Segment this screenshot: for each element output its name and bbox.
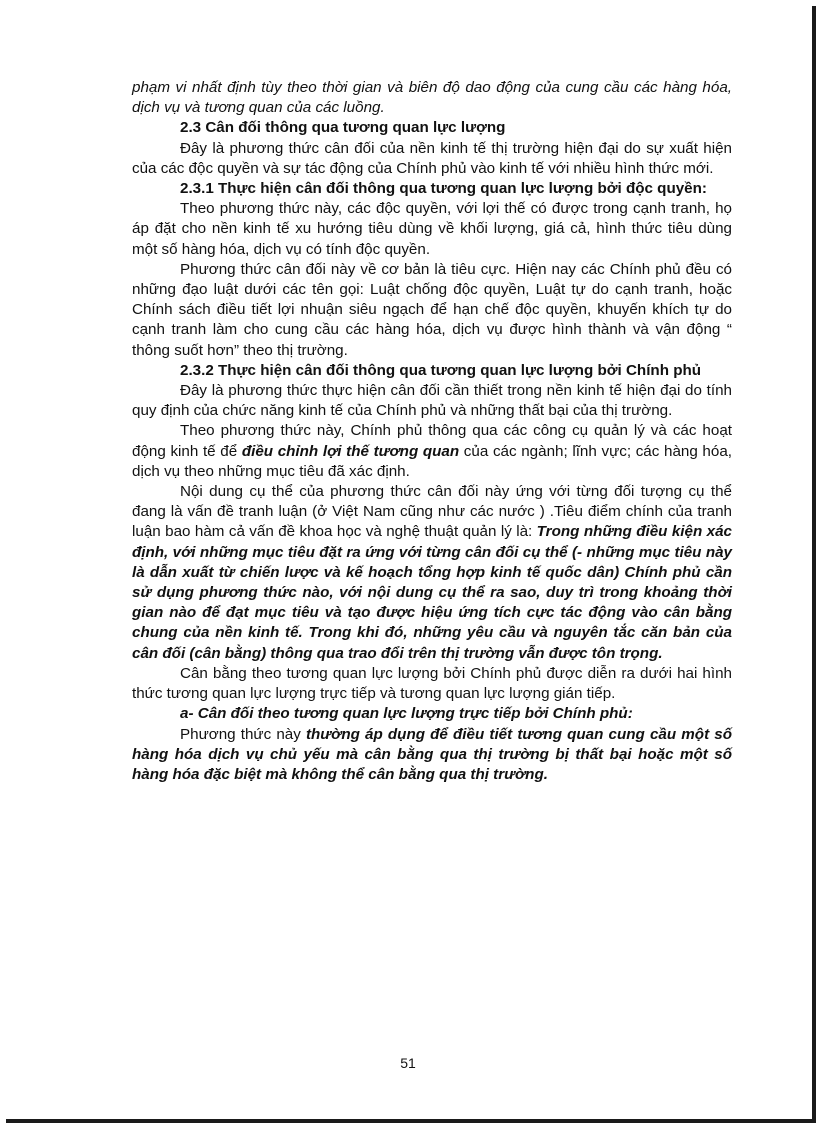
- page-shadow-bottom: [6, 1119, 816, 1123]
- text-run: của các ngành; lĩnh vực; các hàng hóa, dịch vụ theo những mục tiêu đã xác định.: [132, 442, 732, 480]
- paragraph: Đây là phương thức cân đối của nền kinh tế thị trường hiện đại do sự xuất hiện của các độc quyền và sự tác động của Chính phủ vào kinh tế với nhiều hình thức mới.: [132, 139, 732, 177]
- page-number: 51: [400, 1055, 416, 1071]
- paragraph: Theo phương thức này, các độc quyền, với lợi thế có được trong cạnh tranh, họ áp đặt cho nền kinh tế xu hướng tiêu dùng về khối lượng, giá cả, hình thức tiêu dùng một số hàng hóa, dịch vụ có tính độc quyền.: [132, 200, 732, 258]
- document-body: [132, 78, 732, 785]
- text-run: Theo phương thức này, Chính phủ thông qua các công cụ quản lý và các hoạt động kinh tế để: [132, 422, 732, 460]
- text-run: Phương thức này: [180, 725, 306, 743]
- emphasis-text: Trong những điều kiện xác định, với những mục tiêu đặt ra ứng với từng cân đối cụ thể (- những mục tiêu này là dẫn xuất từ chiến lược và kế hoạch tổng hợp kinh tế quốc dân) Chính phủ cần sử dụng phương thức nào, với nội dung cụ thể ra sao, duy trì trong khoảng thời gian nào để đạt mục tiêu và tạo được hiệu ứng tích cực tác động vào cân bằng chung của nền kinh tế. Trong khi đó, những yêu cầu và nguyên tắc căn bản của cân đối (cân bằng) thông qua trao đổi trên thị trường vẫn được tôn trọng.: [132, 523, 732, 662]
- heading-a: a- Cân đối theo tương quan lực lượng trực tiếp bởi Chính phủ:: [180, 705, 633, 723]
- paragraph: [132, 421, 732, 482]
- paragraph: [132, 725, 732, 786]
- text-run: Nội dung cụ thể của phương thức cân đối này ứng với từng đối tượng cụ thể đang là vấn đề tranh luận (ở Việt Nam cũng như các nước ) .Tiêu điểm chính của tranh luận bao hàm cả vấn đề khoa học và nghệ thuật quản lý là:: [132, 483, 732, 541]
- emphasis-text: điều chỉnh lợi thế tương quan: [241, 442, 460, 460]
- heading-2-3-2: 2.3.2 Thực hiện cân đối thông qua tương quan lực lượng bởi Chính phủ: [180, 361, 702, 379]
- paragraph: Phương thức cân đối này về cơ bản là tiêu cực. Hiện nay các Chính phủ đều có những đạo luật dưới các tên gọi: Luật chống độc quyền, Luật tự do cạnh tranh, hoặc Chính sách điều tiết lợi nhuận siêu ngạch để hạn chế độc quyền, khuyến khích tự do cạnh tranh làm cho cung cầu các hàng hóa, dịch vụ được hình thành và vận động “ thông suốt hơn” theo thị trường.: [132, 260, 732, 359]
- paragraph: Cân bằng theo tương quan lực lượng bởi Chính phủ được diễn ra dưới hai hình thức tương quan lực lượng trực tiếp và tương quan lực lượng gián tiếp.: [132, 664, 732, 703]
- heading-2-3-1: 2.3.1 Thực hiện cân đối thông qua tương quan lực lượng bởi độc quyền:: [180, 180, 707, 198]
- heading-2-3: 2.3 Cân đối thông qua tương quan lực lượng: [180, 119, 506, 137]
- paragraph: [132, 482, 732, 664]
- paragraph: Đây là phương thức thực hiện cân đối cần thiết trong nền kinh tế hiện đại do tính quy định của chức năng kinh tế của Chính phủ và những thất bại của thị trường.: [132, 382, 732, 420]
- emphasis-text: thường áp dụng để điều tiết tương quan cung cầu một số hàng hóa dịch vụ chủ yếu mà cân bằng qua thị trường bị thất bại hoặc một số hàng hóa đặc biệt mà không thể cân bằng qua thị trường.: [132, 725, 732, 783]
- paragraph-continuation: phạm vi nhất định tùy theo thời gian và biên độ dao động của cung cầu các hàng hóa, dịch vụ và tương quan của các luồng.: [132, 79, 732, 117]
- page-shadow-right: [812, 6, 816, 1123]
